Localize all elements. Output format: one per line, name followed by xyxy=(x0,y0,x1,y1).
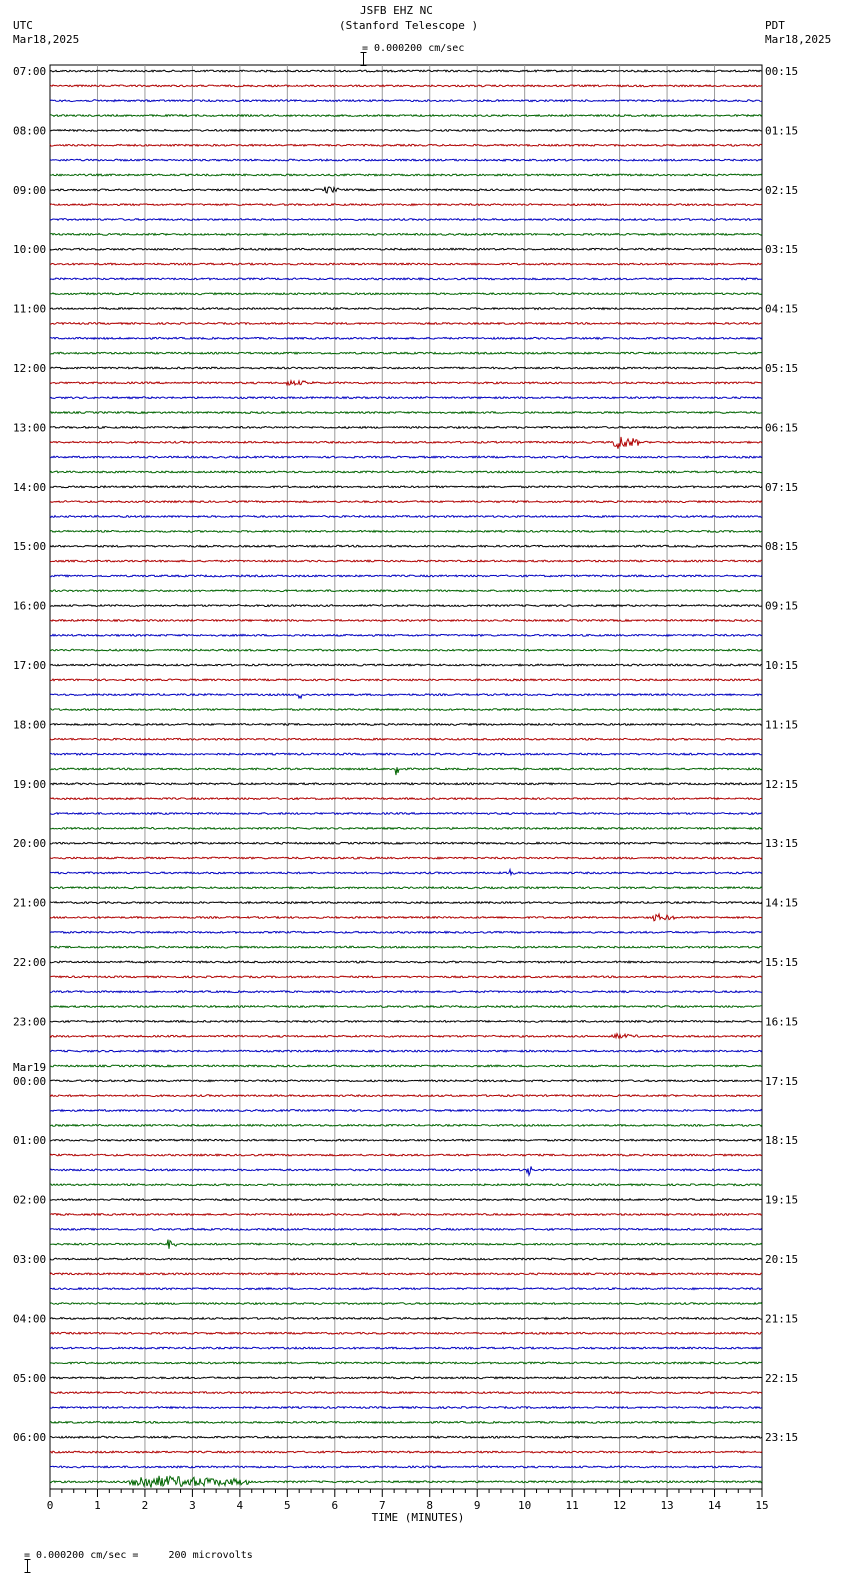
trace-row-44 xyxy=(50,724,762,726)
utc-hour-label: 23:00 xyxy=(13,1015,47,1029)
pdt-time-label: 17:15 xyxy=(765,1074,799,1088)
trace-row-61 xyxy=(50,976,762,978)
trace-row-63 xyxy=(50,1006,762,1008)
x-tick-label: 12 xyxy=(612,1499,627,1512)
trace-row-89 xyxy=(50,1392,762,1394)
trace-row-23 xyxy=(50,412,762,414)
trace-row-87 xyxy=(50,1362,762,1364)
x-tick-label: 15 xyxy=(755,1499,769,1512)
utc-hour-label: 12:00 xyxy=(13,362,47,375)
trace-row-74 xyxy=(50,1166,762,1175)
utc-hour-label: 03:00 xyxy=(13,1253,47,1266)
x-tick-label: 13 xyxy=(660,1499,674,1512)
pdt-time-label: 07:15 xyxy=(765,480,799,494)
x-tick-label: 11 xyxy=(565,1499,579,1512)
trace-row-20 xyxy=(50,367,762,369)
trace-row-94 xyxy=(50,1466,762,1468)
utc-hour-label: 18:00 xyxy=(13,718,47,732)
x-tick-label: 1 xyxy=(94,1499,101,1512)
trace-row-13 xyxy=(50,263,762,265)
trace-row-33 xyxy=(50,560,762,562)
trace-row-2 xyxy=(50,100,762,102)
trace-row-69 xyxy=(50,1095,762,1097)
utc-hour-label: 05:00 xyxy=(13,1371,47,1385)
utc-hour-label: 21:00 xyxy=(13,896,47,910)
trace-row-7 xyxy=(50,174,762,176)
trace-row-78 xyxy=(50,1228,762,1230)
pdt-time-label: 18:15 xyxy=(765,1134,799,1148)
trace-row-15 xyxy=(50,293,762,295)
pdt-time-label: 08:15 xyxy=(765,540,799,554)
trace-row-55 xyxy=(50,887,762,889)
trace-row-73 xyxy=(50,1154,762,1156)
trace-row-9 xyxy=(50,204,762,206)
trace-row-82 xyxy=(50,1288,762,1290)
trace-row-68 xyxy=(50,1080,762,1082)
pdt-time-label: 00:15 xyxy=(765,65,799,78)
pdt-time-label: 05:15 xyxy=(765,362,799,375)
pdt-time-label: 04:15 xyxy=(765,302,799,316)
trace-row-41 xyxy=(50,679,762,681)
utc-hour-label: 07:00 xyxy=(13,65,47,78)
pdt-time-label: 22:15 xyxy=(765,1371,799,1385)
trace-row-11 xyxy=(50,234,762,236)
trace-row-16 xyxy=(50,308,762,310)
trace-row-10 xyxy=(50,219,762,221)
trace-row-86 xyxy=(50,1347,762,1349)
trace-row-12 xyxy=(50,248,762,250)
trace-row-52 xyxy=(50,842,762,844)
station-title: JSFB EHZ NC xyxy=(360,4,433,17)
x-tick-label: 10 xyxy=(518,1499,532,1512)
trace-row-54 xyxy=(50,870,762,875)
pdt-time-label: 21:15 xyxy=(765,1312,799,1326)
trace-row-49 xyxy=(50,798,762,800)
x-tick-label: 4 xyxy=(236,1499,244,1512)
x-tick-label: 0 xyxy=(46,1499,54,1512)
trace-row-1 xyxy=(50,85,762,87)
trace-row-18 xyxy=(50,337,762,339)
trace-row-77 xyxy=(50,1214,762,1216)
pdt-time-label: 15:15 xyxy=(765,956,799,969)
trace-row-95 xyxy=(50,1476,762,1488)
scale-label: = 0.000200 cm/sec xyxy=(362,43,465,54)
trace-row-32 xyxy=(50,545,762,547)
trace-row-14 xyxy=(50,278,762,280)
pdt-time-label: 12:15 xyxy=(765,777,799,791)
trace-row-35 xyxy=(50,590,762,592)
pdt-time-label: 06:15 xyxy=(765,421,799,435)
trace-row-29 xyxy=(50,501,762,503)
trace-row-19 xyxy=(50,352,762,354)
trace-row-70 xyxy=(50,1110,762,1112)
x-tick-label: 3 xyxy=(189,1499,196,1512)
pdt-time-label: 09:15 xyxy=(765,599,799,613)
trace-row-22 xyxy=(50,397,762,399)
trace-row-17 xyxy=(50,323,762,325)
right-timezone: PDT xyxy=(765,19,785,32)
utc-hour-label: 14:00 xyxy=(13,480,47,494)
trace-row-64 xyxy=(50,1021,762,1023)
trace-row-26 xyxy=(50,456,762,458)
trace-row-93 xyxy=(50,1451,762,1453)
utc-hour-label: 06:00 xyxy=(13,1431,47,1445)
utc-hour-label: 11:00 xyxy=(13,302,47,316)
x-tick-label: 5 xyxy=(284,1499,291,1512)
trace-row-47 xyxy=(50,767,762,775)
pdt-time-label: 16:15 xyxy=(765,1015,799,1029)
x-tick-label: 14 xyxy=(707,1499,722,1512)
trace-row-6 xyxy=(50,159,762,161)
trace-row-27 xyxy=(50,471,762,473)
trace-row-66 xyxy=(50,1050,762,1052)
utc-hour-label: 15:00 xyxy=(13,540,47,554)
utc-date-label: Mar19 xyxy=(13,1060,47,1074)
utc-hour-label: 22:00 xyxy=(13,956,47,969)
trace-row-8 xyxy=(50,187,762,193)
footer-scale-bar-icon xyxy=(11,1546,18,1560)
trace-row-40 xyxy=(50,664,762,666)
trace-row-65 xyxy=(50,1034,762,1038)
pdt-time-label: 01:15 xyxy=(765,124,799,138)
utc-hour-label: 00:00 xyxy=(13,1074,47,1088)
trace-row-72 xyxy=(50,1139,762,1141)
trace-row-80 xyxy=(50,1258,762,1260)
x-tick-label: 6 xyxy=(331,1499,339,1512)
trace-row-46 xyxy=(50,753,762,755)
pdt-time-label: 20:15 xyxy=(765,1253,799,1266)
trace-row-31 xyxy=(50,531,762,533)
trace-row-36 xyxy=(50,605,762,607)
trace-row-3 xyxy=(50,115,762,117)
trace-row-21 xyxy=(50,381,762,385)
left-timezone: UTC xyxy=(13,19,33,32)
trace-row-79 xyxy=(50,1240,762,1249)
trace-row-56 xyxy=(50,902,762,904)
trace-row-85 xyxy=(50,1332,762,1334)
trace-row-81 xyxy=(50,1273,762,1275)
trace-row-92 xyxy=(50,1436,762,1438)
x-tick-label: 2 xyxy=(141,1499,149,1512)
trace-row-5 xyxy=(50,144,762,146)
x-tick-label: 7 xyxy=(378,1499,386,1512)
trace-row-4 xyxy=(50,130,762,132)
utc-hour-label: 04:00 xyxy=(13,1312,47,1326)
utc-hour-label: 01:00 xyxy=(13,1134,47,1148)
pdt-time-label: 02:15 xyxy=(765,183,799,197)
pdt-time-label: 19:15 xyxy=(765,1193,799,1207)
trace-row-28 xyxy=(50,486,762,488)
right-date: Mar18,2025 xyxy=(765,33,832,46)
x-tick-label: 8 xyxy=(426,1499,434,1512)
footer-scale-note: = 0.000200 cm/sec = 200 microvolts xyxy=(24,1550,253,1561)
utc-hour-label: 09:00 xyxy=(13,183,47,197)
trace-row-88 xyxy=(50,1377,762,1379)
trace-row-60 xyxy=(50,961,762,963)
trace-row-43 xyxy=(50,709,762,711)
pdt-time-label: 23:15 xyxy=(765,1431,799,1445)
trace-row-57 xyxy=(50,914,762,921)
pdt-time-label: 14:15 xyxy=(765,896,799,910)
trace-row-62 xyxy=(50,991,762,993)
trace-row-45 xyxy=(50,738,762,740)
trace-row-67 xyxy=(50,1065,762,1067)
trace-row-53 xyxy=(50,857,762,859)
trace-row-71 xyxy=(50,1125,762,1127)
x-axis-title: TIME (MINUTES) xyxy=(371,1511,465,1524)
trace-row-75 xyxy=(50,1184,762,1186)
trace-row-39 xyxy=(50,649,762,651)
pdt-time-label: 13:15 xyxy=(765,837,799,851)
trace-row-34 xyxy=(50,575,762,577)
utc-hour-label: 17:00 xyxy=(13,659,47,672)
trace-row-38 xyxy=(50,634,762,636)
utc-hour-label: 08:00 xyxy=(13,124,47,138)
trace-row-24 xyxy=(50,427,762,429)
trace-row-83 xyxy=(50,1303,762,1305)
utc-hour-label: 10:00 xyxy=(13,243,47,257)
left-date: Mar18,2025 xyxy=(13,33,80,46)
trace-row-91 xyxy=(50,1422,762,1424)
x-tick-label: 9 xyxy=(473,1499,481,1512)
trace-row-0 xyxy=(50,70,762,72)
trace-row-76 xyxy=(50,1199,762,1201)
trace-row-84 xyxy=(50,1318,762,1320)
trace-row-30 xyxy=(50,516,762,518)
pdt-time-label: 10:15 xyxy=(765,659,799,672)
trace-row-42 xyxy=(50,694,762,698)
trace-row-90 xyxy=(50,1407,762,1409)
telescope-subtitle: (Stanford Telescope ) xyxy=(339,19,479,32)
utc-hour-label: 02:00 xyxy=(13,1193,47,1207)
trace-row-51 xyxy=(50,828,762,830)
utc-hour-label: 19:00 xyxy=(13,777,47,791)
utc-hour-label: 20:00 xyxy=(13,837,47,851)
utc-hour-label: 16:00 xyxy=(13,599,47,613)
trace-row-48 xyxy=(50,783,762,785)
trace-row-58 xyxy=(50,931,762,933)
pdt-time-label: 11:15 xyxy=(765,718,799,732)
pdt-time-label: 03:15 xyxy=(765,243,799,257)
trace-row-25 xyxy=(50,437,762,449)
trace-row-50 xyxy=(50,813,762,815)
trace-row-59 xyxy=(50,946,762,948)
utc-hour-label: 13:00 xyxy=(13,421,47,435)
trace-row-37 xyxy=(50,620,762,622)
